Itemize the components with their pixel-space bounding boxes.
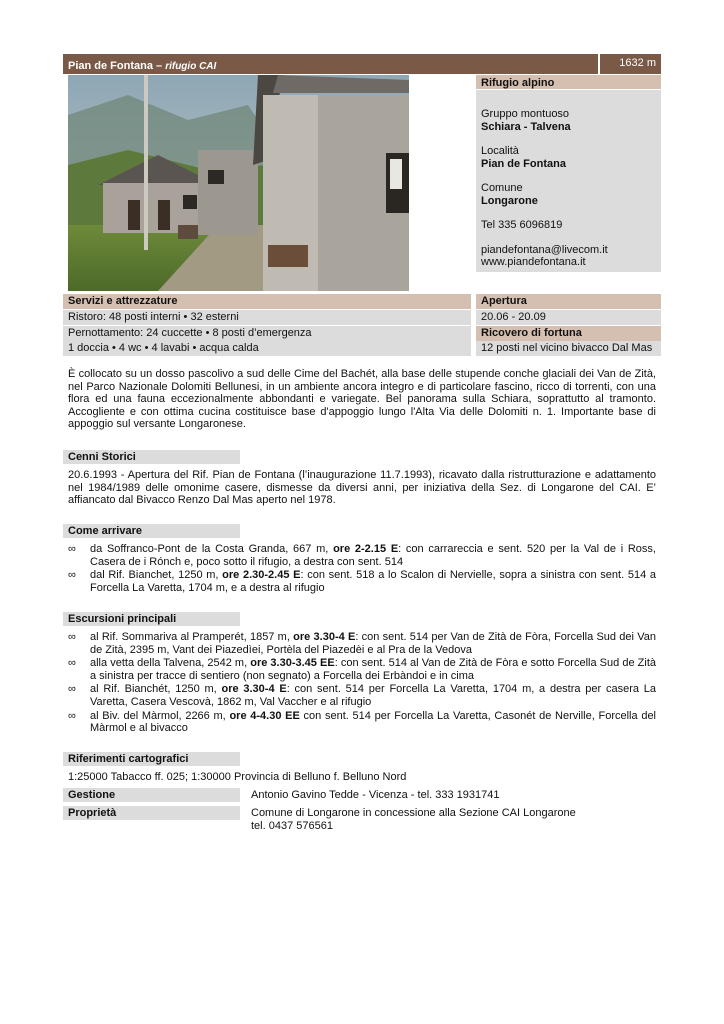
servizi-row: Ristoro: 48 posti interni • 32 esterni	[63, 310, 471, 325]
info-panel	[476, 90, 661, 272]
section-heading-cenni: Cenni Storici	[63, 450, 240, 464]
ricovero-header: Ricovero di fortuna	[476, 326, 661, 341]
riferimenti-text: 1:25000 Tabacco ff. 025; 1:30000 Provincia di Belluno f. Belluno Nord	[68, 771, 407, 783]
comune-field: Comune Longarone	[481, 182, 538, 207]
email-link[interactable]: piandefontana@livecom.it	[481, 243, 608, 256]
come-arrivare-list	[68, 543, 656, 595]
page-subtitle: rifugio CAI	[165, 61, 217, 72]
escursioni-list	[68, 631, 656, 736]
gruppo-field: Gruppo montuoso Schiara - Talvena	[481, 108, 571, 133]
bullet-icon: ∞	[68, 543, 76, 555]
section-heading-riferimenti: Riferimenti cartografici	[63, 752, 240, 766]
altitude-badge: 1632 m	[600, 54, 661, 74]
proprieta-label: Proprietà	[63, 806, 240, 820]
bullet-icon: ∞	[68, 569, 76, 582]
cenni-text: 20.6.1993 - Apertura del Rif. Pian de Fontana (l’inaugurazione 11.7.1993), ricavato dalla ristrutturazione e adattamento nel 1984/1989 delle omonime casere, dismesse da diversi anni, per iniziativa della Sez. di Longarone del CAI. E’ affiancato dal Bivacco Renzo Dal Mas aperto nel 1978.	[68, 469, 656, 507]
list-item: ∞ dal Rif. Bianchet, 1250 m, ore 2.30-2.45 E: con sent. 518 a lo Scalon di Nervielle, sopra a sinistra con sent. 514 a Forcella La Varetta, 1704 m, e a destra al rifugio	[68, 569, 656, 594]
bullet-icon: ∞	[68, 683, 76, 696]
bullet-icon: ∞	[68, 709, 76, 722]
apertura-value: 20.06 - 20.09	[476, 310, 661, 325]
ricovero-value: 12 posti nel vicino bivacco Dal Mas	[476, 341, 661, 356]
localita-field: Località Pian de Fontana	[481, 145, 566, 170]
list-item: ∞ al Rif. Bianchét, 1250 m, ore 3.30-4 E: con sent. 514 per Forcella La Varetta, 1704 m, a destra per casera La Varetta, Casera Vescovà, 1862 m, Val Vaccher e al rifugio	[68, 683, 656, 708]
list-item: ∞ da Soffranco-Pont de la Costa Granda, 667 m, ore 2-2.15 E: con carrareccia e sent. 520 per la Val de i Ross, Casera de i Rónch e, poco sotto il rifugio, a destra con sent. 514	[68, 543, 656, 568]
list-item: ∞ al Biv. del Màrmol, 2266 m, ore 4-4.30 EE con sent. 514 per Forcella La Varetta, Casonét de Nerville, Forcella del Màrmol e al bivacco	[68, 709, 657, 735]
section-heading-escursioni: Escursioni principali	[63, 612, 240, 626]
servizi-row: 1 doccia • 4 wc • 4 lavabi • acqua calda	[63, 341, 471, 356]
gestione-value: Antonio Gavino Tedde - Vicenza - tel. 333 1931741	[251, 789, 500, 801]
list-item: ∞ alla vetta della Talvena, 2542 m, ore 3.30-3.45 EE: con sent. 514 al Van de Zità de Fòra e sotto Forcella Sud de Zità a sinistra per tracce di sentiero (non segnato) a Forcella dei Erbàndoi e in cima	[68, 657, 657, 682]
proprieta-value: Comune di Longarone in concessione alla Sezione CAI Longarone tel. 0437 576561	[251, 807, 576, 832]
gestione-label: Gestione	[63, 788, 240, 802]
servizi-header: Servizi e attrezzature	[63, 294, 471, 309]
apertura-header: Apertura	[476, 294, 661, 309]
servizi-row: Pernottamento: 24 cuccette • 8 posti d’emergenza	[63, 326, 471, 341]
phone: Tel 335 6096819	[481, 219, 563, 231]
refuge-type: Rifugio alpino	[476, 75, 661, 89]
list-item: ∞ al Rif. Sommariva al Pramperét, 1857 m, ore 3.30-4 E: con sent. 514 per Van de Zità de Fòra, Forcella Sud dei Van de Zità, 2395 m, Vant dei Piazedìei, Portèla del Piazedèi e al Pra de la Vedova	[68, 631, 656, 656]
bullet-icon: ∞	[68, 631, 76, 643]
description: È collocato su un dosso pascolivo a sud delle Cime del Bachét, alla base delle stupende conche glaciali dei Van de Zità, nel Parco Nazionale Dolomiti Bellunesi, in un ambiente ancora integro e di particolare fascino, ricco di torrenti, con una flora ed una fauna eccezionalmente abbondanti e variegate. Bel panorama sulla Schiara, soprattutto al tramonto. Accogliente e con ottima cucina costituisce base d'appoggio lungo l'Alta Via delle Dolomiti n. 1. Importante base di appoggio sul versante Longaronese.	[68, 368, 656, 431]
title-bar	[63, 54, 598, 74]
website-link[interactable]: www.piandefontana.it	[481, 256, 586, 268]
bullet-icon: ∞	[68, 657, 76, 670]
refuge-photo	[68, 75, 409, 291]
section-heading-come-arrivare: Come arrivare	[63, 524, 240, 538]
page-title: Pian de Fontana – rifugio CAI	[68, 60, 217, 72]
